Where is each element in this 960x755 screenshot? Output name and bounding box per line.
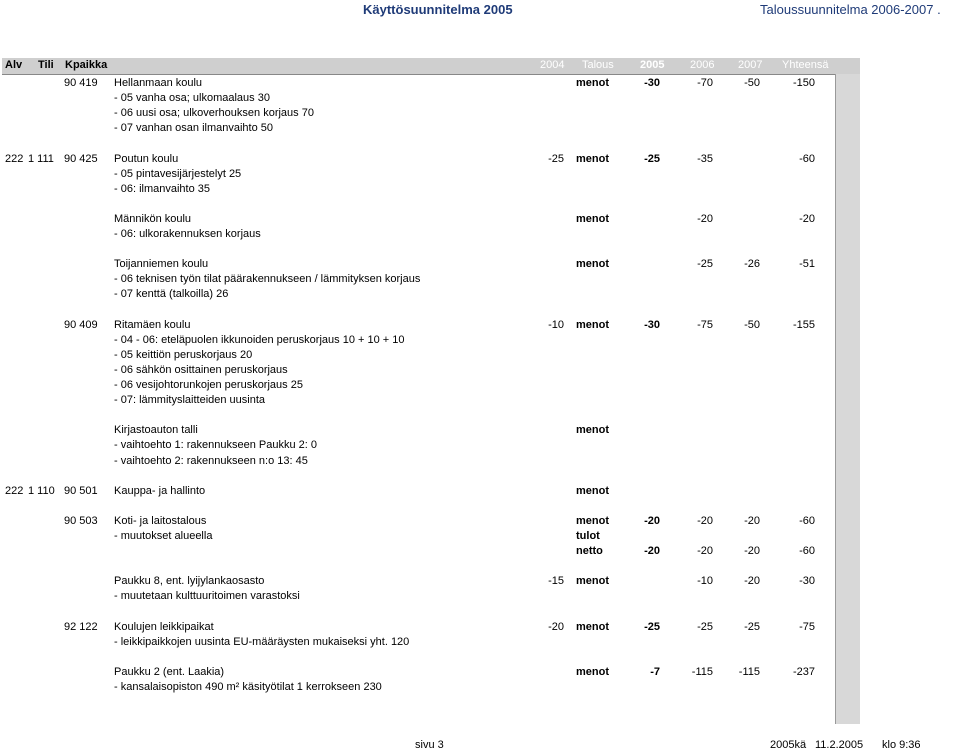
budget-table bbox=[2, 58, 860, 724]
document-title: Käyttösuunnitelma 2005 bbox=[363, 2, 513, 17]
footer-doc: 2005kä bbox=[770, 739, 807, 751]
cell-talous: menot bbox=[576, 318, 609, 331]
cell-desc: Kirjastoauton talli bbox=[114, 424, 198, 437]
cell-desc: - leikkipaikkojen uusinta EU-määräysten mukaiseksi yht. 120 bbox=[114, 635, 410, 648]
page-number: sivu 3 bbox=[415, 739, 444, 751]
cell-talous: menot bbox=[576, 77, 609, 89]
col-alv: Alv bbox=[5, 59, 23, 71]
cell-desc: - vaihtoehto 2: rakennukseen n:o 13: 45 bbox=[114, 454, 308, 467]
cell-talous: menot bbox=[576, 484, 609, 497]
table-header-row bbox=[2, 58, 860, 75]
cell-kp: 90 409 bbox=[64, 318, 98, 331]
grid-line bbox=[835, 74, 836, 724]
cell-tot: -51 bbox=[799, 258, 815, 271]
cell-talous: menot bbox=[576, 575, 609, 588]
cell-talous: menot bbox=[576, 152, 609, 165]
cell-tot: -75 bbox=[799, 620, 815, 633]
col-2007: 2007 bbox=[738, 59, 763, 71]
cell-v2006: -20 bbox=[697, 545, 713, 558]
cell-v2007: -20 bbox=[744, 545, 760, 558]
cell-desc: - 04 - 06: eteläpuolen ikkunoiden peruskorjaus 10 + 10 + 10 bbox=[114, 333, 405, 346]
cell-v2007: -115 bbox=[738, 665, 760, 678]
cell-talous: menot bbox=[576, 620, 609, 633]
cell-desc: - 06: ilmanvaihto 35 bbox=[114, 182, 210, 195]
cell-desc: - 06 uusi osa; ulkoverhouksen korjaus 70 bbox=[114, 107, 314, 120]
cell-tot: -155 bbox=[792, 318, 815, 331]
cell-tot: -60 bbox=[799, 514, 815, 527]
cell-desc: - muutetaan kulttuuritoimen varastoksi bbox=[114, 590, 300, 603]
cell-v2007: -50 bbox=[744, 318, 760, 331]
cell-v2004: -25 bbox=[548, 152, 564, 165]
cell-tot: -237 bbox=[792, 665, 815, 678]
cell-desc: Paukku 2 (ent. Laakia) bbox=[114, 665, 225, 678]
cell-alv: 222 bbox=[5, 152, 24, 165]
cell-v2007: -20 bbox=[744, 575, 760, 588]
cell-v2007: -50 bbox=[744, 77, 760, 89]
cell-desc: - 07: lämmityslaitteiden uusinta bbox=[114, 394, 266, 407]
cell-v2006: -25 bbox=[697, 620, 713, 633]
cell-v2006: -10 bbox=[697, 575, 713, 588]
cell-v2006: -75 bbox=[697, 318, 713, 331]
right-shade-column bbox=[835, 74, 860, 724]
col-tili: Tili bbox=[38, 59, 54, 71]
cell-kp: 90 503 bbox=[64, 514, 98, 527]
cell-tot: -60 bbox=[799, 152, 815, 165]
cell-tot: -60 bbox=[799, 545, 815, 558]
footer-date: 11.2.2005 bbox=[815, 739, 864, 751]
col-2006: 2006 bbox=[690, 59, 715, 71]
cell-v2006: -25 bbox=[697, 258, 713, 271]
cell-desc: Paukku 8, ent. lyijylankaosasto bbox=[114, 575, 265, 588]
cell-desc: Hellanmaan koulu bbox=[114, 77, 203, 89]
cell-talous: tulot bbox=[576, 530, 600, 542]
cell-kp: 90 425 bbox=[64, 152, 98, 165]
cell-desc: - 06: ulkorakennuksen korjaus bbox=[114, 228, 261, 240]
col-2005: 2005 bbox=[640, 59, 665, 71]
cell-tot: -30 bbox=[799, 575, 815, 588]
cell-desc: Kauppa- ja hallinto bbox=[114, 484, 206, 497]
cell-v2007: -20 bbox=[744, 514, 760, 527]
cell-tot: -20 bbox=[799, 212, 815, 225]
cell-desc: Koti- ja laitostalous bbox=[114, 514, 207, 527]
cell-v2005: -7 bbox=[650, 665, 660, 678]
cell-desc: - 06 teknisen työn tilat päärakennukseen / lämmityksen korjaus bbox=[114, 273, 421, 286]
cell-v2007: -25 bbox=[744, 620, 760, 633]
cell-desc: Männikön koulu bbox=[114, 212, 192, 225]
cell-v2007: -26 bbox=[744, 258, 760, 271]
cell-tili: 1 111 bbox=[28, 152, 54, 165]
cell-desc: Koulujen leikkipaikat bbox=[114, 620, 214, 633]
cell-v2006: -35 bbox=[697, 152, 713, 165]
cell-v2005: -20 bbox=[644, 545, 660, 558]
cell-desc: - 07 kenttä (talkoilla) 26 bbox=[114, 288, 229, 301]
col-kpaikka: Kpaikka bbox=[65, 59, 108, 71]
cell-talous: menot bbox=[576, 212, 609, 225]
cell-desc: - kansalaisopiston 490 m² käsityötilat 1 kerrokseen 230 bbox=[114, 681, 382, 693]
cell-desc: - 06 sähkön osittainen peruskorjaus bbox=[114, 363, 288, 376]
cell-desc: - 07 vanhan osan ilmanvaihto 50 bbox=[114, 122, 273, 135]
cell-v2006: -20 bbox=[697, 212, 713, 225]
col-2004: 2004 bbox=[540, 59, 565, 71]
cell-tot: -150 bbox=[792, 77, 815, 89]
cell-tili: 1 110 bbox=[28, 484, 55, 497]
cell-v2004: -15 bbox=[548, 575, 564, 588]
cell-desc: - 05 vanha osa; ulkomaalaus 30 bbox=[114, 92, 270, 105]
cell-v2006: -20 bbox=[697, 514, 713, 527]
cell-v2006: -115 bbox=[691, 665, 713, 678]
cell-v2004: -20 bbox=[548, 620, 564, 633]
cell-v2005: -20 bbox=[644, 514, 660, 527]
cell-alv: 222 bbox=[5, 484, 24, 497]
cell-talous: menot bbox=[576, 514, 609, 527]
cell-v2004: -10 bbox=[548, 318, 564, 331]
footer-time: klo 9:36 bbox=[882, 739, 921, 751]
cell-desc: - vaihtoehto 1: rakennukseen Paukku 2: 0 bbox=[114, 439, 318, 452]
col-yhteensa: Yhteensä bbox=[782, 59, 829, 71]
cell-desc: Toijanniemen koulu bbox=[114, 258, 209, 271]
cell-v2005: -25 bbox=[644, 620, 660, 633]
cell-desc: - 05 keittiön peruskorjaus 20 bbox=[114, 348, 253, 361]
cell-kp: 90 419 bbox=[64, 77, 98, 89]
cell-kp: 92 122 bbox=[64, 620, 98, 633]
cell-desc: Ritamäen koulu bbox=[114, 318, 191, 331]
cell-kp: 90 501 bbox=[64, 484, 98, 497]
cell-v2005: -30 bbox=[644, 77, 660, 89]
col-talous: Talous bbox=[582, 59, 614, 71]
cell-desc: - 06 vesijohtorunkojen peruskorjaus 25 bbox=[114, 379, 303, 391]
cell-v2006: -70 bbox=[697, 77, 713, 89]
cell-desc: Poutun koulu bbox=[114, 152, 179, 165]
cell-talous: menot bbox=[576, 424, 609, 437]
page-header bbox=[0, 0, 960, 32]
cell-desc: - 05 pintavesijärjestelyt 25 bbox=[114, 167, 242, 180]
cell-v2005: -30 bbox=[644, 318, 660, 331]
cell-talous: netto bbox=[576, 545, 603, 558]
cell-v2005: -25 bbox=[644, 152, 660, 165]
cell-talous: menot bbox=[576, 665, 609, 678]
cell-desc: - muutokset alueella bbox=[114, 530, 213, 542]
plan-title: Taloussuunnitelma 2006-2007 . bbox=[760, 2, 941, 17]
cell-talous: menot bbox=[576, 258, 609, 271]
